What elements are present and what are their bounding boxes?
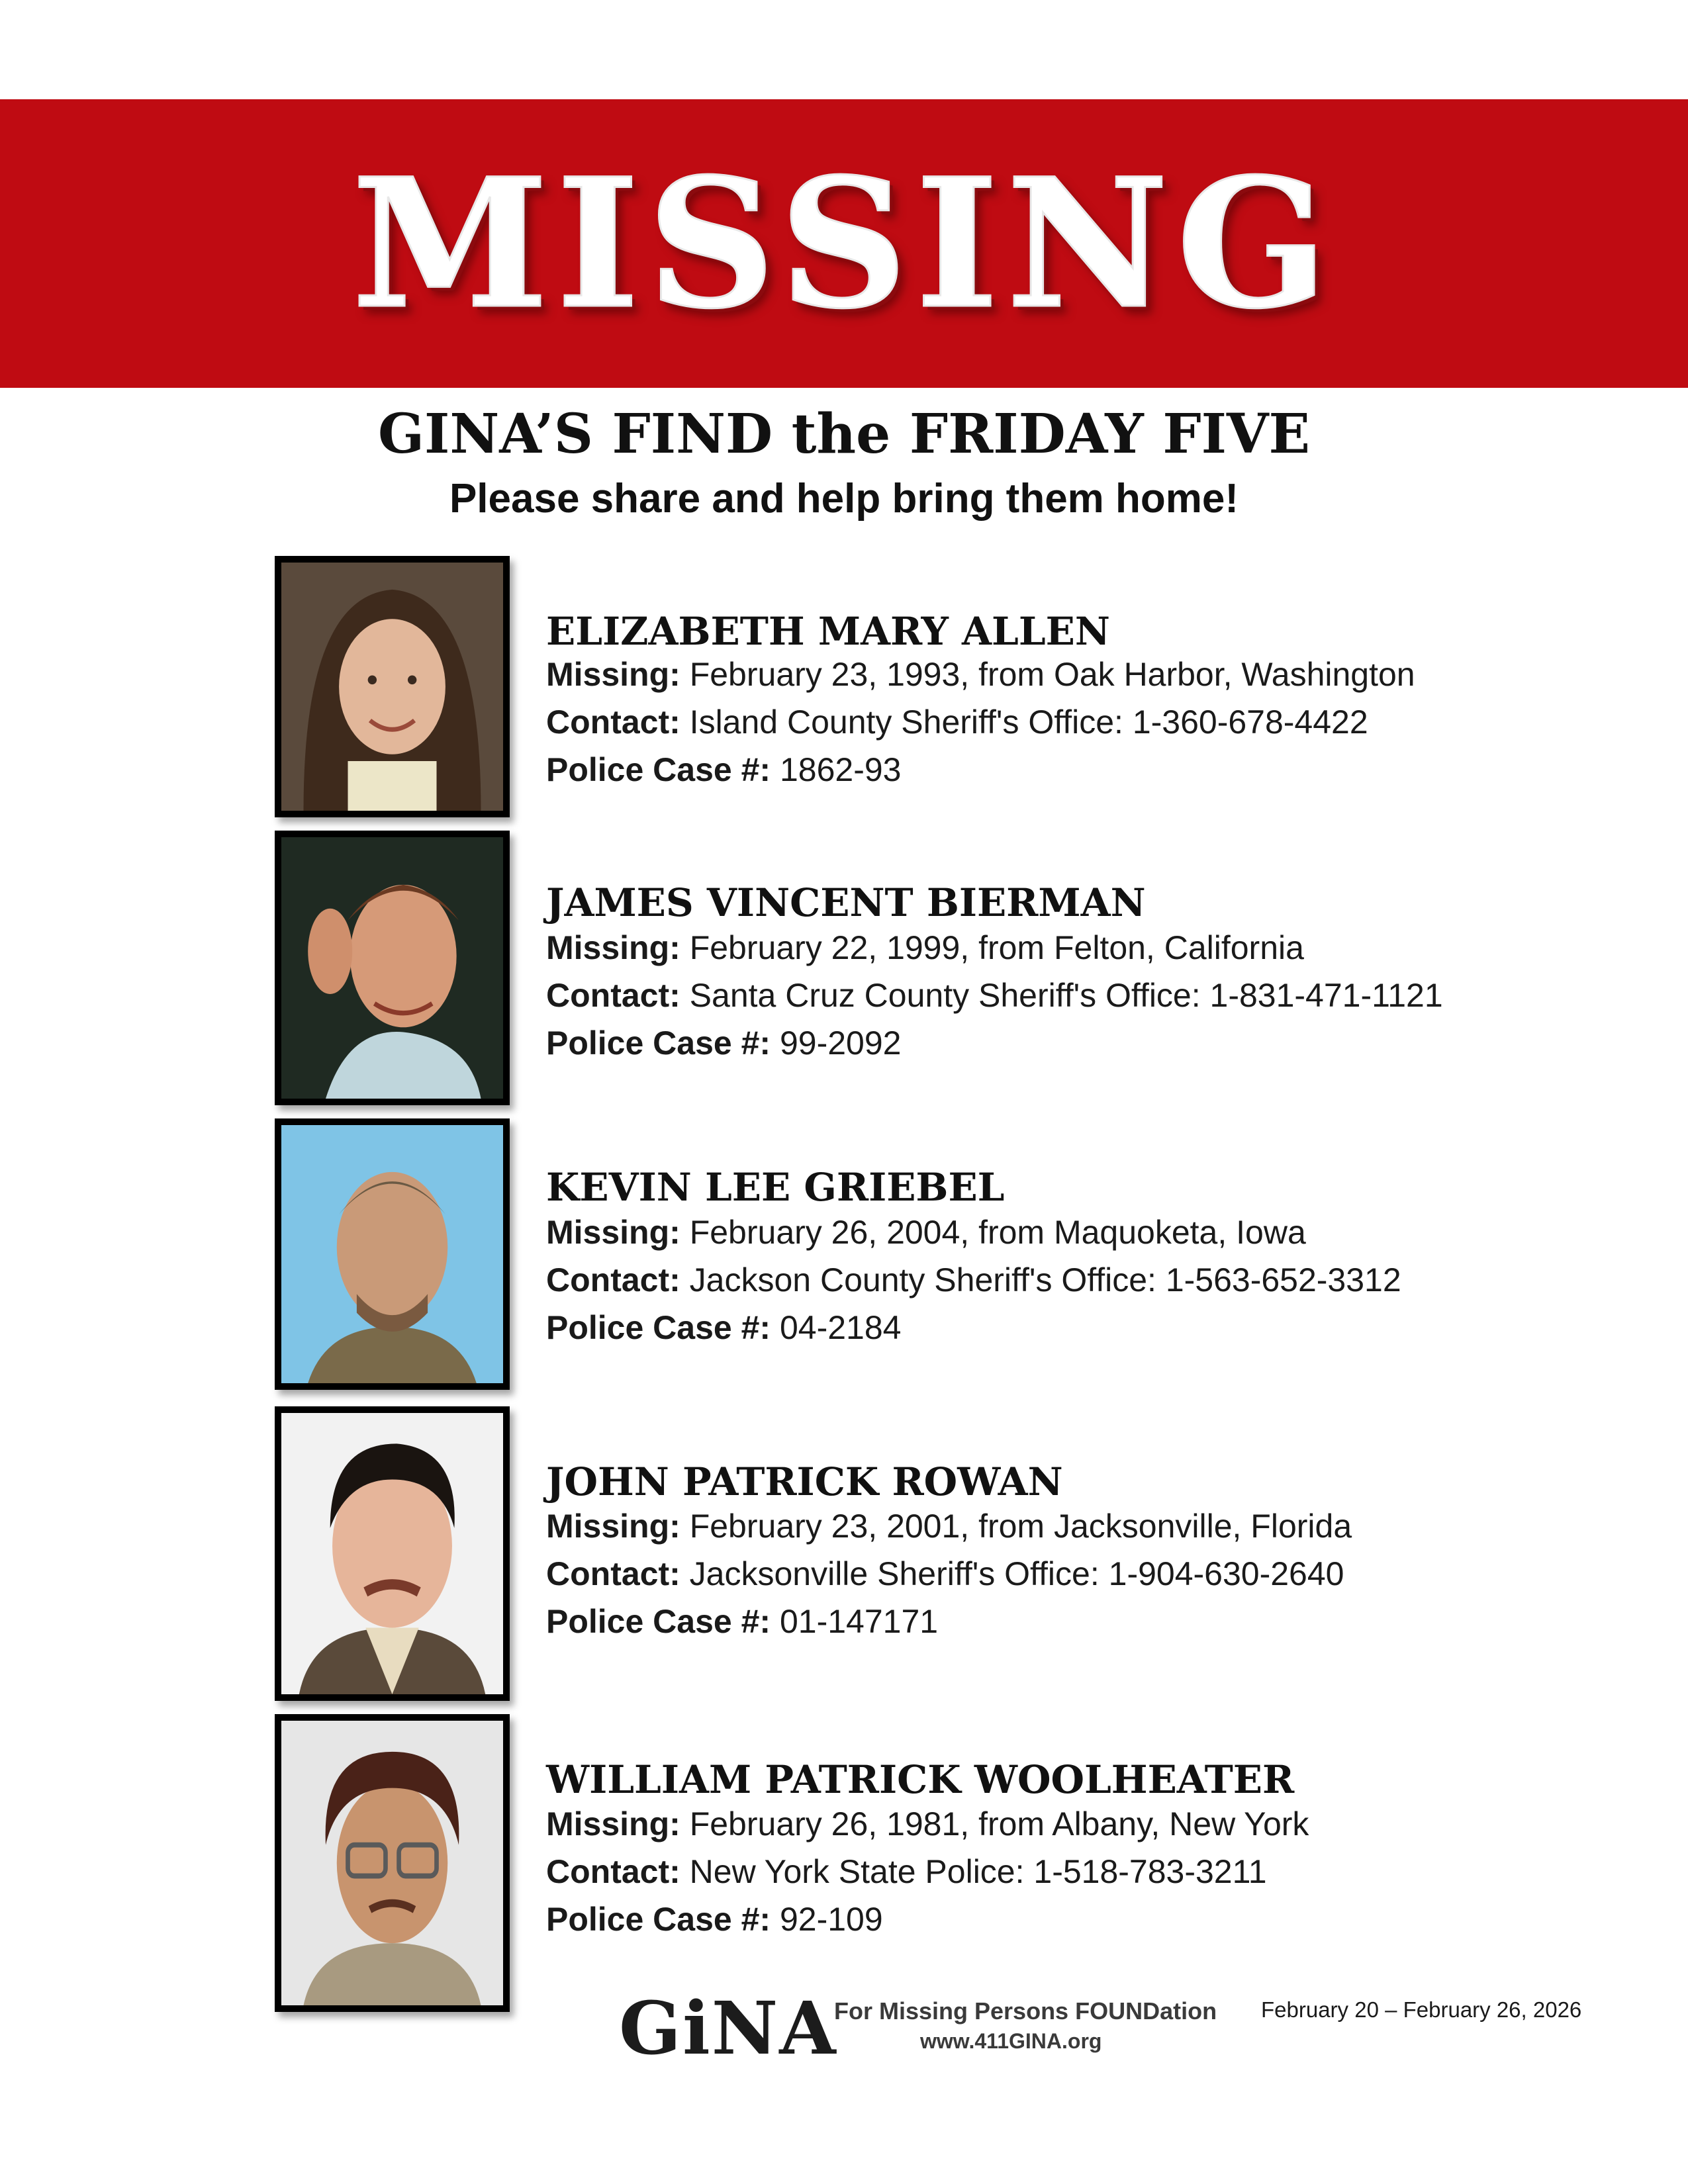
gina-logo [619, 1985, 1217, 2071]
person-entry [0, 556, 1688, 834]
missing-banner [0, 99, 1688, 388]
missing-label: Missing: [546, 1805, 680, 1843]
contact-label: Contact: [546, 704, 680, 741]
contact-line [546, 1261, 1401, 1299]
person-name: ELIZABETH MARY ALLEN [546, 609, 1110, 654]
person-photo [275, 1714, 510, 2012]
contact-label: Contact: [546, 1261, 680, 1298]
date-range: February 20 – February 26, 2026 [1261, 1997, 1582, 2022]
person-entry [0, 1406, 1688, 1684]
case-value: 99-2092 [779, 1024, 902, 1062]
gina-logo-word: GiNA [619, 1985, 837, 2071]
missing-value: February 22, 1999, from Felton, California [689, 929, 1304, 966]
missing-line [546, 1507, 1352, 1545]
man-portrait-photo [281, 1125, 503, 1383]
missing-line [546, 655, 1415, 694]
contact-line [546, 1555, 1344, 1593]
missing-line [546, 1805, 1309, 1843]
poster-subheading: Please share and help bring them home! [449, 476, 1239, 522]
case-line [546, 1900, 883, 1938]
case-value: 01-147171 [779, 1603, 939, 1640]
case-line [546, 1602, 938, 1641]
case-label: Police Case #: [546, 1024, 771, 1062]
missing-line [546, 929, 1304, 967]
contact-value: Island County Sheriff's Office: 1-360-678-4422 [689, 704, 1368, 741]
case-line [546, 751, 901, 789]
missing-value: February 23, 1993, from Oak Harbor, Washington [689, 656, 1415, 693]
person-name: WILLIAM PATRICK WOOLHEATER [546, 1757, 1295, 1802]
person-photo [275, 556, 510, 817]
person-name: JAMES VINCENT BIERMAN [546, 880, 1146, 925]
contact-value: Jackson County Sheriff's Office: 1-563-652-3312 [689, 1261, 1401, 1298]
woman-portrait-photo [281, 563, 503, 811]
case-line [546, 1308, 901, 1347]
missing-label: Missing: [546, 656, 680, 693]
contact-line [546, 976, 1443, 1015]
missing-value: February 23, 2001, from Jacksonville, Florida [689, 1508, 1352, 1545]
person-photo [275, 1118, 510, 1390]
man-portrait-photo [281, 1721, 503, 2005]
case-value: 92-109 [779, 1901, 883, 1938]
person-name: KEVIN LEE GRIEBEL [546, 1165, 1005, 1210]
person-entry [0, 1118, 1688, 1396]
contact-label: Contact: [546, 1853, 680, 1890]
case-line [546, 1024, 901, 1062]
banner-title: MISSING [352, 139, 1336, 348]
contact-value: Jacksonville Sheriff's Office: 1-904-630-2640 [689, 1555, 1344, 1592]
missing-value: February 26, 2004, from Maquoketa, Iowa [689, 1214, 1306, 1251]
contact-value: Santa Cruz County Sheriff's Office: 1-831-471-1121 [689, 977, 1443, 1014]
gina-url: www.411GINA.org [920, 2029, 1102, 2053]
person-name: JOHN PATRICK ROWAN [546, 1459, 1063, 1504]
poster-heading: GINA’S FIND the FRIDAY FIVE [377, 402, 1311, 466]
case-label: Police Case #: [546, 1603, 771, 1640]
man-portrait-photo [281, 837, 503, 1099]
contact-line [546, 703, 1368, 741]
contact-value: New York State Police: 1-518-783-3211 [689, 1853, 1267, 1890]
case-value: 1862-93 [779, 751, 902, 788]
missing-label: Missing: [546, 929, 680, 966]
contact-line [546, 1852, 1267, 1891]
missing-value: February 26, 1981, from Albany, New York [689, 1805, 1309, 1843]
person-entry [0, 1714, 1688, 1992]
person-entry [0, 831, 1688, 1109]
contact-label: Contact: [546, 977, 680, 1014]
man-portrait-photo [281, 1413, 503, 1694]
person-photo [275, 1406, 510, 1701]
missing-line [546, 1213, 1306, 1251]
case-label: Police Case #: [546, 751, 771, 788]
case-label: Police Case #: [546, 1309, 771, 1346]
contact-label: Contact: [546, 1555, 680, 1592]
gina-tagline: For Missing Persons FOUNDation [834, 1997, 1217, 2025]
missing-label: Missing: [546, 1508, 680, 1545]
case-value: 04-2184 [779, 1309, 902, 1346]
case-label: Police Case #: [546, 1901, 771, 1938]
missing-label: Missing: [546, 1214, 680, 1251]
person-photo [275, 831, 510, 1105]
